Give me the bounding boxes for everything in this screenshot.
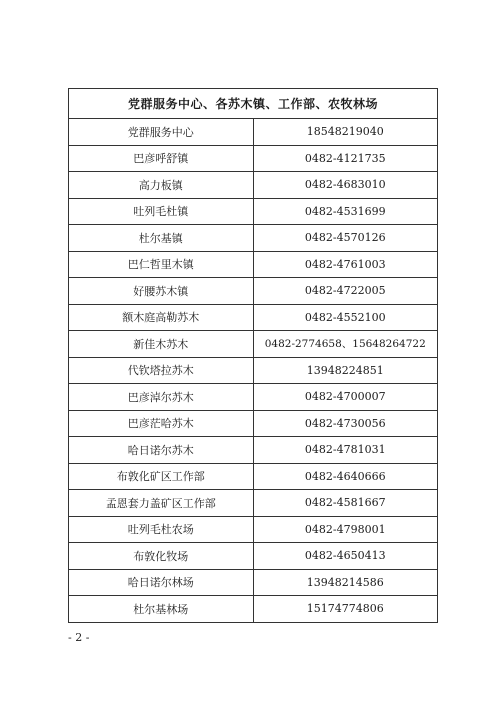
table-row bbox=[69, 384, 438, 411]
phone-number-cell: 18548219040 bbox=[253, 119, 438, 146]
table-row bbox=[69, 490, 438, 517]
phone-number-cell: 0482-2774658、15648264722 bbox=[253, 331, 438, 358]
table-row bbox=[69, 463, 438, 490]
phone-number-cell: 0482-4121735 bbox=[253, 145, 438, 172]
unit-name-cell: 哈日诺尔苏木 bbox=[69, 437, 254, 464]
unit-name-cell: 布敦化牧场 bbox=[69, 543, 254, 570]
table-row bbox=[69, 145, 438, 172]
table-header: 党群服务中心、各苏木镇、工作部、农牧林场 bbox=[69, 89, 438, 119]
table-row bbox=[69, 596, 438, 623]
page-number: - 2 - bbox=[68, 631, 90, 644]
unit-name-cell: 哈日诺尔林场 bbox=[69, 569, 254, 596]
table-header-row bbox=[69, 89, 438, 119]
table-row bbox=[69, 304, 438, 331]
phone-number-cell: 13948214586 bbox=[253, 569, 438, 596]
contact-table bbox=[68, 88, 438, 623]
table-body bbox=[69, 119, 438, 623]
phone-number-cell: 0482-4650413 bbox=[253, 543, 438, 570]
phone-number-cell: 13948224851 bbox=[253, 357, 438, 384]
unit-name-cell: 党群服务中心 bbox=[69, 119, 254, 146]
phone-number-cell: 0482-4552100 bbox=[253, 304, 438, 331]
phone-number-cell: 0482-4798001 bbox=[253, 516, 438, 543]
unit-name-cell: 布敦化矿区工作部 bbox=[69, 463, 254, 490]
unit-name-cell: 代钦塔拉苏木 bbox=[69, 357, 254, 384]
table-row bbox=[69, 278, 438, 305]
table-row bbox=[69, 569, 438, 596]
phone-number-cell: 0482-4581667 bbox=[253, 490, 438, 517]
unit-name-cell: 杜尔基林场 bbox=[69, 596, 254, 623]
table-row bbox=[69, 437, 438, 464]
table-row bbox=[69, 172, 438, 199]
phone-number-cell: 0482-4683010 bbox=[253, 172, 438, 199]
unit-name-cell: 吐列毛杜农场 bbox=[69, 516, 254, 543]
phone-number-cell: 0482-4640666 bbox=[253, 463, 438, 490]
phone-number-cell: 0482-4730056 bbox=[253, 410, 438, 437]
table-row bbox=[69, 331, 438, 358]
phone-number-cell: 15174774806 bbox=[253, 596, 438, 623]
unit-name-cell: 额木庭高勒苏木 bbox=[69, 304, 254, 331]
phone-number-cell: 0482-4531699 bbox=[253, 198, 438, 225]
table-row bbox=[69, 543, 438, 570]
unit-name-cell: 杜尔基镇 bbox=[69, 225, 254, 252]
table-row bbox=[69, 251, 438, 278]
unit-name-cell: 吐列毛杜镇 bbox=[69, 198, 254, 225]
unit-name-cell: 巴彦茫哈苏木 bbox=[69, 410, 254, 437]
table-row bbox=[69, 516, 438, 543]
table-row bbox=[69, 410, 438, 437]
table-row bbox=[69, 225, 438, 252]
unit-name-cell: 高力板镇 bbox=[69, 172, 254, 199]
table-row bbox=[69, 119, 438, 146]
phone-number-cell: 0482-4781031 bbox=[253, 437, 438, 464]
phone-number-cell: 0482-4700007 bbox=[253, 384, 438, 411]
unit-name-cell: 孟恩套力盖矿区工作部 bbox=[69, 490, 254, 517]
table-row bbox=[69, 357, 438, 384]
table-row bbox=[69, 198, 438, 225]
unit-name-cell: 新佳木苏木 bbox=[69, 331, 254, 358]
unit-name-cell: 巴仁哲里木镇 bbox=[69, 251, 254, 278]
unit-name-cell: 好腰苏木镇 bbox=[69, 278, 254, 305]
phone-number-cell: 0482-4570126 bbox=[253, 225, 438, 252]
phone-number-cell: 0482-4761003 bbox=[253, 251, 438, 278]
unit-name-cell: 巴彦淖尔苏木 bbox=[69, 384, 254, 411]
phone-number-cell: 0482-4722005 bbox=[253, 278, 438, 305]
unit-name-cell: 巴彦呼舒镇 bbox=[69, 145, 254, 172]
